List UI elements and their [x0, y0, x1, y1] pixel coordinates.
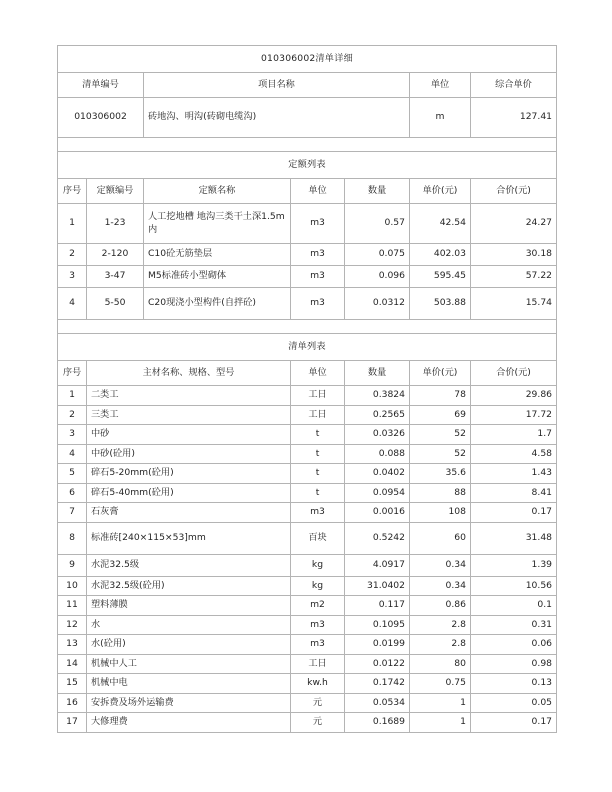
quota-unit: m3: [291, 244, 345, 266]
quota-section-title-row: [58, 152, 557, 179]
material-unit: 百块: [291, 522, 345, 554]
material-amount: 1.39: [471, 554, 557, 576]
material-price: 1: [410, 713, 471, 733]
material-amount: 17.72: [471, 405, 557, 425]
column-header-unit: 单位: [410, 73, 471, 98]
material-no: 17: [58, 713, 87, 733]
quota-amount: 57.22: [471, 266, 557, 288]
material-amount: 1.43: [471, 464, 557, 484]
material-no: 3: [58, 425, 87, 445]
material-amount: 31.48: [471, 522, 557, 554]
material-unit: m3: [291, 635, 345, 655]
material-price: 69: [410, 405, 471, 425]
material-unit: t: [291, 483, 345, 503]
material-name: 机械中人工: [87, 654, 291, 674]
detail-sheet: [57, 45, 556, 733]
quota-name: C20现浇小型构件(自拌砼): [144, 288, 291, 320]
material-name: 石灰膏: [87, 503, 291, 523]
material-price: 35.6: [410, 464, 471, 484]
material-amount: 0.13: [471, 674, 557, 694]
material-unit: t: [291, 464, 345, 484]
material-unit: 工日: [291, 405, 345, 425]
material-amount: 0.98: [471, 654, 557, 674]
material-section-title-row: [58, 334, 557, 361]
quota-amount: 24.27: [471, 204, 557, 244]
material-amount: 4.58: [471, 444, 557, 464]
material-unit: 工日: [291, 386, 345, 406]
material-no: 5: [58, 464, 87, 484]
material-qty: 0.0122: [345, 654, 410, 674]
material-qty: 0.0199: [345, 635, 410, 655]
material-unit: kg: [291, 554, 345, 576]
quota-no: 4: [58, 288, 87, 320]
column-header-material-price: 单价(元): [410, 361, 471, 386]
bill-unit-value: m: [410, 98, 471, 138]
material-price: 0.34: [410, 576, 471, 596]
material-unit: kw.h: [291, 674, 345, 694]
table-row: [58, 266, 557, 288]
quota-amount: 30.18: [471, 244, 557, 266]
material-price: 0.34: [410, 554, 471, 576]
material-no: 15: [58, 674, 87, 694]
column-header-material-unit: 单位: [291, 361, 345, 386]
material-qty: 0.2565: [345, 405, 410, 425]
bill-comprehensive-price-value: 127.41: [471, 98, 557, 138]
quota-no: 3: [58, 266, 87, 288]
column-header-quota-amount: 合价(元): [471, 179, 557, 204]
material-name: 中砂: [87, 425, 291, 445]
table-row: [58, 615, 557, 635]
quota-qty: 0.075: [345, 244, 410, 266]
material-name: 中砂(砼用): [87, 444, 291, 464]
material-amount: 1.7: [471, 425, 557, 445]
column-header-item-name: 项目名称: [144, 73, 410, 98]
quota-amount: 15.74: [471, 288, 557, 320]
material-unit: 元: [291, 713, 345, 733]
material-unit: m3: [291, 615, 345, 635]
material-qty: 0.1095: [345, 615, 410, 635]
material-unit: kg: [291, 576, 345, 596]
spacer-cell: [58, 320, 557, 334]
document-title-row: [58, 46, 557, 73]
column-header-material-name: 主材名称、规格、型号: [87, 361, 291, 386]
material-name: 水: [87, 615, 291, 635]
column-header-material-amount: 合价(元): [471, 361, 557, 386]
table-row: [58, 576, 557, 596]
material-name: 碎石5-40mm(砼用): [87, 483, 291, 503]
table-row: [58, 204, 557, 244]
material-qty: 0.5242: [345, 522, 410, 554]
material-no: 1: [58, 386, 87, 406]
material-amount: 29.86: [471, 386, 557, 406]
material-qty: 0.3824: [345, 386, 410, 406]
material-qty: 4.0917: [345, 554, 410, 576]
material-name: 塑料薄膜: [87, 596, 291, 616]
page-title: 010306002清单详细: [58, 46, 557, 73]
material-qty: 0.117: [345, 596, 410, 616]
material-amount: 8.41: [471, 483, 557, 503]
column-header-comprehensive-price: 综合单价: [471, 73, 557, 98]
material-unit: 工日: [291, 654, 345, 674]
bill-code-value: 010306002: [58, 98, 144, 138]
material-amount: 0.06: [471, 635, 557, 655]
column-header-bill-code: 清单编号: [58, 73, 144, 98]
material-qty: 0.0016: [345, 503, 410, 523]
material-price: 2.8: [410, 635, 471, 655]
table-row: [58, 444, 557, 464]
column-header-quota-unit: 单位: [291, 179, 345, 204]
table-row: [58, 522, 557, 554]
material-no: 11: [58, 596, 87, 616]
material-price: 108: [410, 503, 471, 523]
quota-qty: 0.0312: [345, 288, 410, 320]
table-row: [58, 635, 557, 655]
material-qty: 0.0954: [345, 483, 410, 503]
material-no: 6: [58, 483, 87, 503]
material-no: 16: [58, 693, 87, 713]
quota-unit: m3: [291, 266, 345, 288]
material-qty: 0.0534: [345, 693, 410, 713]
quota-price: 595.45: [410, 266, 471, 288]
material-name: 水泥32.5级: [87, 554, 291, 576]
material-name: 水(砼用): [87, 635, 291, 655]
column-header-material-no: 序号: [58, 361, 87, 386]
material-qty: 0.0326: [345, 425, 410, 445]
material-qty: 31.0402: [345, 576, 410, 596]
material-name: 水泥32.5级(砼用): [87, 576, 291, 596]
column-header-material-qty: 数量: [345, 361, 410, 386]
material-price: 2.8: [410, 615, 471, 635]
material-name: 二类工: [87, 386, 291, 406]
material-amount: 0.05: [471, 693, 557, 713]
material-no: 4: [58, 444, 87, 464]
table-row: [58, 244, 557, 266]
column-header-quota-code: 定额编号: [87, 179, 144, 204]
material-no: 10: [58, 576, 87, 596]
table-row: [58, 654, 557, 674]
material-name: 三类工: [87, 405, 291, 425]
quota-code: 5-50: [87, 288, 144, 320]
quota-price: 402.03: [410, 244, 471, 266]
material-price: 0.75: [410, 674, 471, 694]
table-row: [58, 483, 557, 503]
material-no: 2: [58, 405, 87, 425]
quota-code: 2-120: [87, 244, 144, 266]
material-amount: 0.17: [471, 713, 557, 733]
material-qty: 0.088: [345, 444, 410, 464]
material-name: 碎石5-20mm(砼用): [87, 464, 291, 484]
quota-qty: 0.57: [345, 204, 410, 244]
material-no: 14: [58, 654, 87, 674]
material-amount: 10.56: [471, 576, 557, 596]
material-price: 52: [410, 444, 471, 464]
spacer-cell: [58, 138, 557, 152]
column-header-quota-name: 定额名称: [144, 179, 291, 204]
material-qty: 0.1742: [345, 674, 410, 694]
material-price: 80: [410, 654, 471, 674]
quota-name: M5标准砖小型砌体: [144, 266, 291, 288]
material-price: 60: [410, 522, 471, 554]
table-row: [58, 405, 557, 425]
quota-qty: 0.096: [345, 266, 410, 288]
material-price: 1: [410, 693, 471, 713]
material-no: 7: [58, 503, 87, 523]
material-qty: 0.1689: [345, 713, 410, 733]
table-row: [58, 693, 557, 713]
material-no: 12: [58, 615, 87, 635]
table-row: [58, 425, 557, 445]
material-unit: m3: [291, 503, 345, 523]
quota-unit: m3: [291, 204, 345, 244]
bill-item-name-value: 砖地沟、明沟(砖砌电缆沟): [144, 98, 410, 138]
column-header-quota-price: 单价(元): [410, 179, 471, 204]
material-amount: 0.17: [471, 503, 557, 523]
material-unit: t: [291, 444, 345, 464]
quota-name: C10砼无筋垫层: [144, 244, 291, 266]
table-row: [58, 386, 557, 406]
material-no: 8: [58, 522, 87, 554]
quota-price: 42.54: [410, 204, 471, 244]
table-row: [58, 554, 557, 576]
material-price: 88: [410, 483, 471, 503]
table-row: [58, 464, 557, 484]
material-amount: 0.31: [471, 615, 557, 635]
quota-no: 1: [58, 204, 87, 244]
material-no: 9: [58, 554, 87, 576]
material-price: 0.86: [410, 596, 471, 616]
material-price: 52: [410, 425, 471, 445]
material-section-title: 清单列表: [58, 334, 557, 361]
table-row: [58, 288, 557, 320]
quota-name: 人工挖地槽 地沟三类干土深1.5m内: [144, 204, 291, 244]
quota-header-row: [58, 179, 557, 204]
quota-code: 3-47: [87, 266, 144, 288]
material-price: 78: [410, 386, 471, 406]
material-unit: 元: [291, 693, 345, 713]
quota-unit: m3: [291, 288, 345, 320]
material-no: 13: [58, 635, 87, 655]
spacer-row-above-material: [58, 320, 557, 334]
quota-price: 503.88: [410, 288, 471, 320]
table-row: [58, 503, 557, 523]
quota-section-title: 定额列表: [58, 152, 557, 179]
detail-table-body: [58, 46, 557, 733]
table-row: [58, 596, 557, 616]
column-header-quota-no: 序号: [58, 179, 87, 204]
column-header-quota-qty: 数量: [345, 179, 410, 204]
material-header-row: [58, 361, 557, 386]
material-qty: 0.0402: [345, 464, 410, 484]
material-name: 机械中电: [87, 674, 291, 694]
material-name: 标准砖[240×115×53]mm: [87, 522, 291, 554]
quota-no: 2: [58, 244, 87, 266]
material-name: 安拆费及场外运输费: [87, 693, 291, 713]
material-amount: 0.1: [471, 596, 557, 616]
material-unit: m2: [291, 596, 345, 616]
material-unit: t: [291, 425, 345, 445]
detail-table: [57, 45, 557, 733]
table-row: [58, 713, 557, 733]
quota-code: 1-23: [87, 204, 144, 244]
table-row: [58, 674, 557, 694]
material-name: 大修理费: [87, 713, 291, 733]
bill-header-row: [58, 73, 557, 98]
bill-data-row: [58, 98, 557, 138]
spacer-row-above-quota: [58, 138, 557, 152]
